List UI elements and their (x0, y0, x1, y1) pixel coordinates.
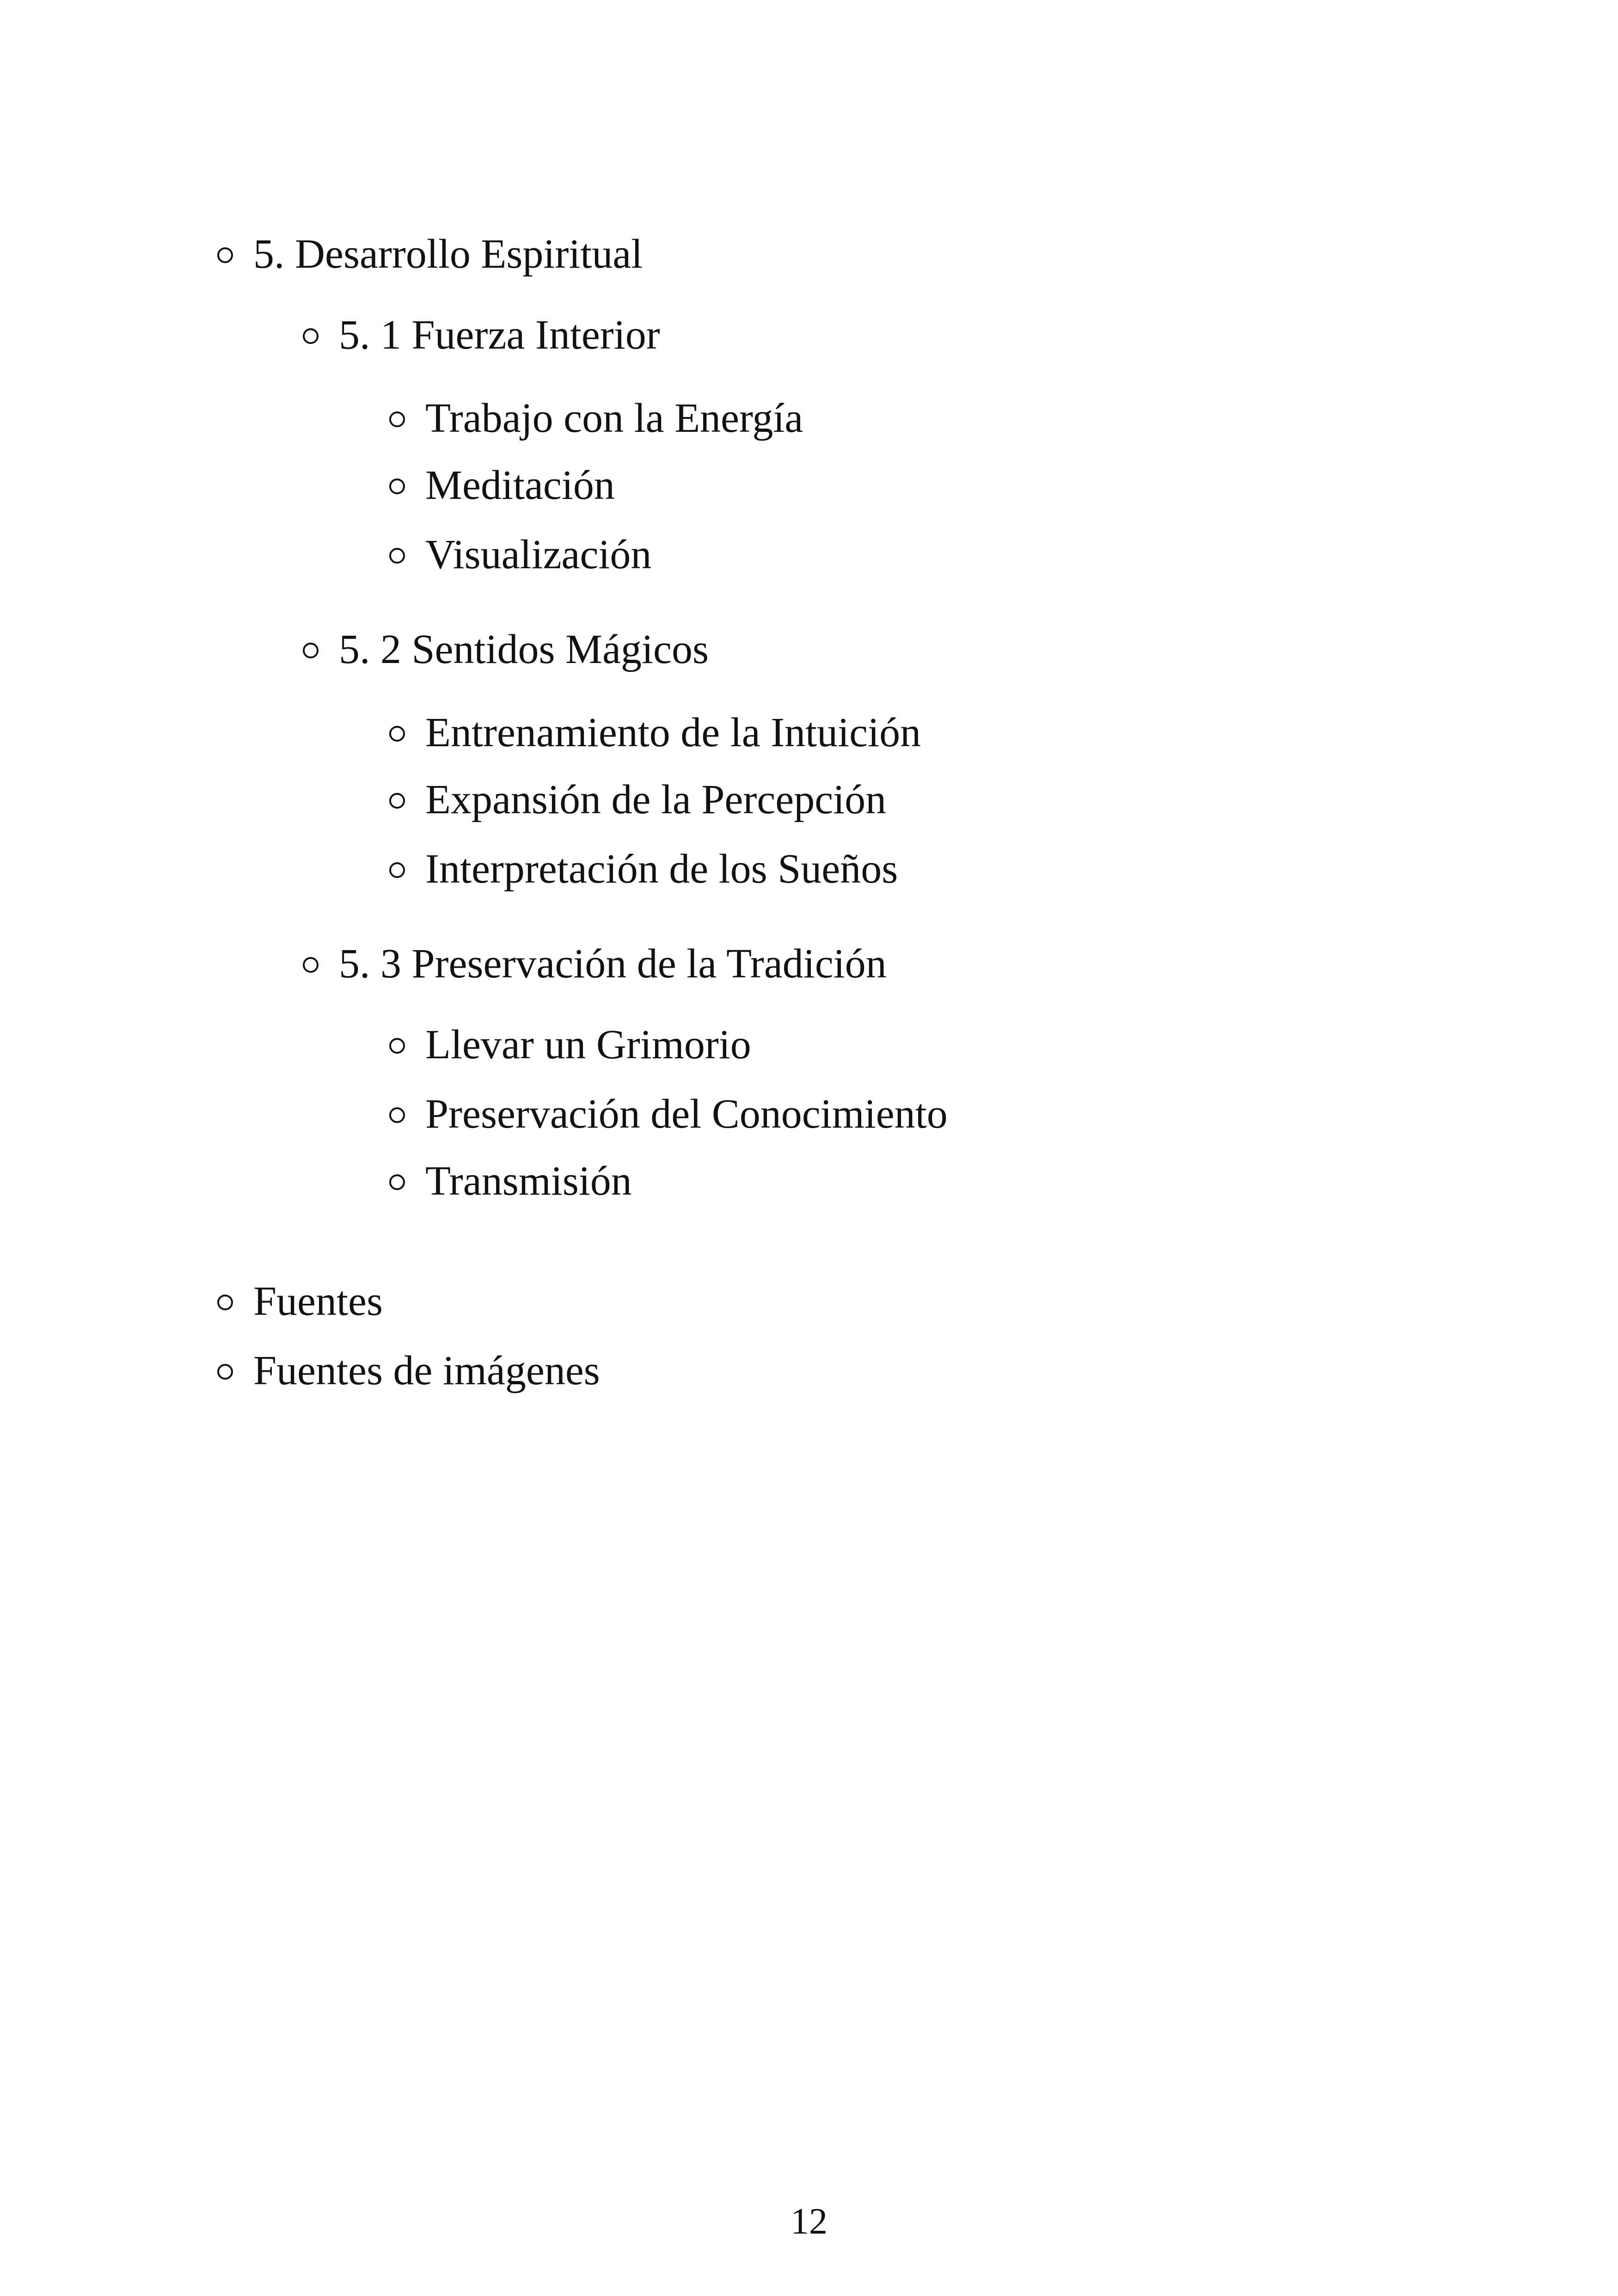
hollow-circle-bullet-icon (389, 1107, 405, 1123)
hollow-circle-bullet-icon (303, 643, 319, 658)
subitem-label: Entrenamiento de la Intuición (425, 710, 921, 755)
hollow-circle-bullet-icon (389, 548, 405, 564)
subitem-label: Trabajo con la Energía (425, 395, 803, 441)
page-number: 12 (791, 2201, 827, 2242)
outline-item-5-2 (303, 624, 709, 675)
outline-item-5-1 (303, 310, 660, 361)
outline-item-fuentes-imagenes (217, 1345, 600, 1396)
subsection-title: 5. 3 Preservación de la Tradición (339, 941, 887, 987)
section-title: Fuentes de imágenes (253, 1348, 600, 1394)
outline-subitem (389, 844, 898, 895)
hollow-circle-bullet-icon (303, 957, 319, 973)
hollow-circle-bullet-icon (217, 1364, 233, 1380)
subitem-label: Meditación (425, 462, 615, 508)
outline-subitem (389, 1156, 632, 1207)
hollow-circle-bullet-icon (217, 247, 233, 263)
subitem-label: Llevar un Grimorio (425, 1022, 751, 1068)
subitem-label: Visualización (425, 532, 652, 577)
hollow-circle-bullet-icon (389, 479, 405, 494)
outline-item-5-3 (303, 939, 887, 989)
hollow-circle-bullet-icon (389, 1038, 405, 1054)
outline-subitem (389, 393, 803, 444)
outline-subitem (389, 774, 886, 825)
hollow-circle-bullet-icon (303, 328, 319, 344)
hollow-circle-bullet-icon (389, 411, 405, 427)
outline-item-section-5 (217, 229, 643, 280)
outline-subitem (389, 1019, 751, 1070)
outline-subitem (389, 460, 615, 511)
hollow-circle-bullet-icon (217, 1295, 233, 1310)
outline-subitem (389, 1089, 948, 1140)
outline-item-fuentes (217, 1276, 383, 1327)
hollow-circle-bullet-icon (389, 793, 405, 809)
section-title: 5. Desarrollo Espiritual (253, 231, 643, 277)
section-title: Fuentes (253, 1278, 383, 1324)
subitem-label: Interpretación de los Sueños (425, 846, 898, 892)
outline-subitem (389, 529, 651, 580)
hollow-circle-bullet-icon (389, 1174, 405, 1190)
subitem-label: Transmisión (425, 1158, 632, 1204)
subsection-title: 5. 1 Fuerza Interior (339, 312, 660, 358)
subitem-label: Preservación del Conocimiento (425, 1091, 948, 1137)
outline-subitem (389, 707, 921, 758)
subitem-label: Expansión de la Percepción (425, 777, 887, 823)
subsection-title: 5. 2 Sentidos Mágicos (339, 626, 709, 672)
hollow-circle-bullet-icon (389, 862, 405, 878)
hollow-circle-bullet-icon (389, 726, 405, 742)
